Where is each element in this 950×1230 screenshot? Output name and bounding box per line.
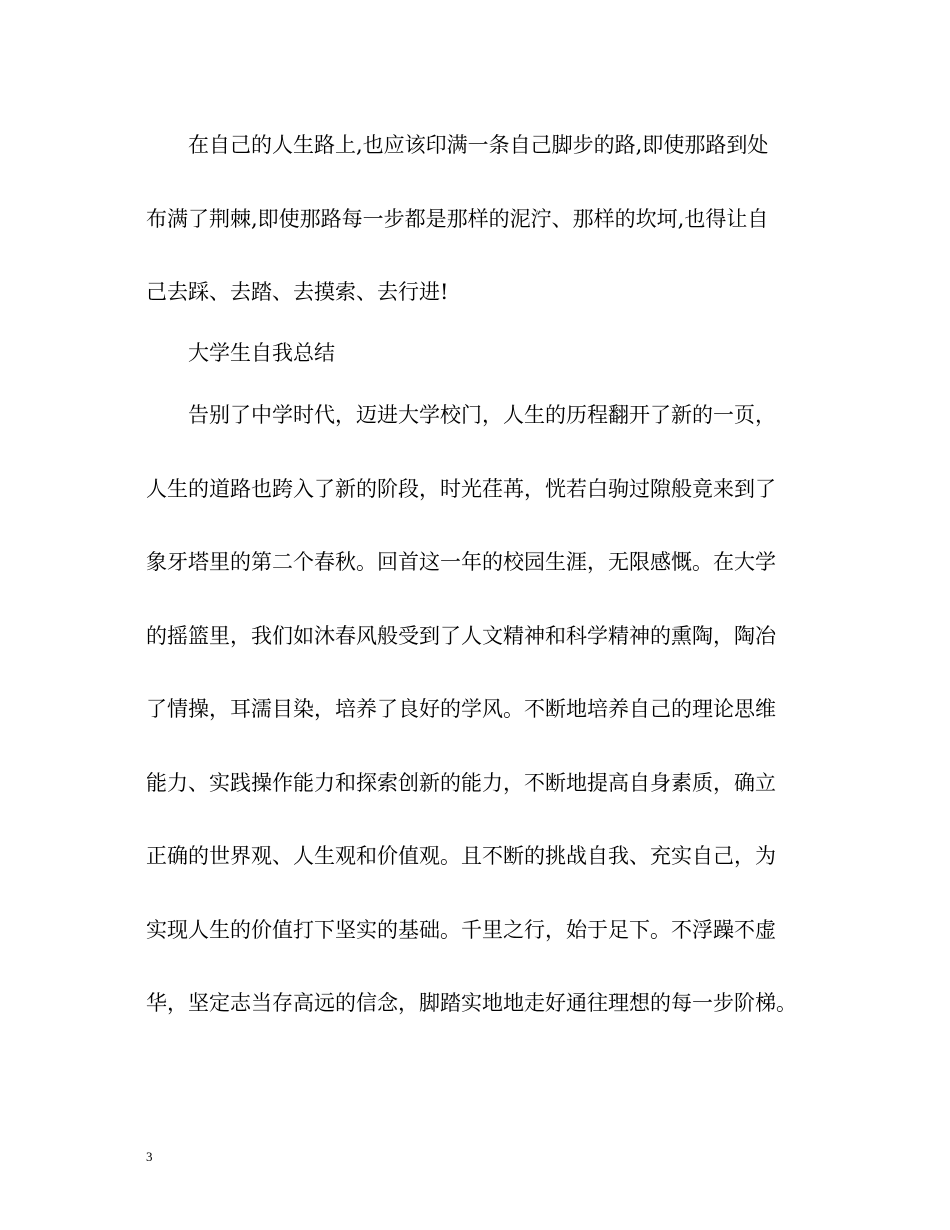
paragraph-2-line-8: 实现人生的价值打下坚实的基础。千里之行，始于足下。不浮躁不虚	[146, 918, 776, 942]
paragraph-2-line-6: 能力、实践操作能力和探索创新的能力，不断地提高自身素质，确立	[146, 771, 776, 795]
paragraph-2-line-7: 正确的世界观、人生观和价值观。且不断的挑战自我、充实自己，为	[146, 844, 776, 868]
paragraph-2-line-4: 的摇篮里，我们如沐春风般受到了人文精神和科学精神的熏陶，陶冶	[146, 624, 776, 648]
paragraph-1-line-3: 己去踩、去踏、去摸索、去行进!	[146, 280, 449, 304]
section-heading: 大学生自我总结	[188, 341, 335, 365]
paragraph-2-line-9: 华，坚定志当存高远的信念，脚踏实地地走好通往理想的每一步阶梯。	[146, 991, 797, 1015]
paragraph-2-line-5: 了情操，耳濡目染，培养了良好的学风。不断地培养自己的理论思维	[146, 697, 776, 721]
page-number: 3	[146, 1149, 153, 1164]
paragraph-2-line-2: 人生的道路也跨入了新的阶段，时光荏苒，恍若白驹过隙般竟来到了	[146, 477, 776, 501]
paragraph-2-line-3: 象牙塔里的第二个春秋。回首这一年的校园生涯，无限感慨。在大学	[146, 550, 776, 574]
paragraph-1-line-1: 在自己的人生路上,也应该印满一条自己脚步的路,即使那路到处	[188, 133, 769, 157]
paragraph-1-line-2: 布满了荆棘,即使那路每一步都是那样的泥泞、那样的坎坷,也得让自	[146, 207, 769, 231]
paragraph-2-line-1: 告别了中学时代，迈进大学校门，人生的历程翻开了新的一页，	[188, 403, 776, 427]
